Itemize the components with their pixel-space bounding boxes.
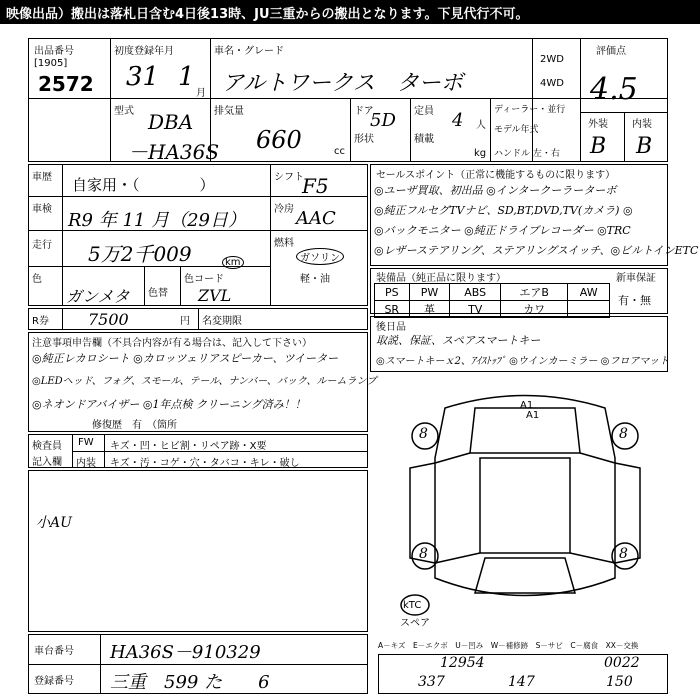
reg-label: 初度登録年月	[114, 46, 174, 57]
aftermarket-line-2: ◎スマートキーｘ2、ｱｲｽﾄｯﾌﾟ ◎ウインカーミラー ◎フロアマット	[376, 356, 669, 367]
door-value: 5D	[370, 110, 396, 131]
sales-line-2: ◎純正フルセグTVナビ、SD,BT,DVD,TV(カメラ) ◎	[374, 204, 633, 217]
grade-int: B	[636, 134, 653, 159]
equip-sr: SR	[375, 301, 410, 318]
sales-line-1: ◎ユーザ買取、初出品 ◎インタークーラーターボ	[374, 184, 617, 197]
grade-label: 評価点	[596, 46, 626, 57]
equip-aw: AW	[568, 284, 610, 301]
interior-color-label: 色替	[148, 288, 168, 299]
dealer-label: ディーラー・並行	[494, 105, 566, 115]
mileage-label: 走行	[32, 240, 52, 251]
recycle-value: 7500	[88, 310, 129, 329]
aftermarket-label: 後日品	[376, 322, 406, 333]
stat-4: 147	[508, 674, 535, 690]
ext-label: 外装	[588, 119, 608, 130]
int-label: 内装	[632, 119, 652, 130]
notes-label: 注意事項申告欄（不具合内容が有る場合は、記入して下さい）	[32, 338, 312, 349]
color-value: ガンメタ	[66, 287, 130, 306]
plate-label: 登録番号	[34, 676, 74, 687]
model-year-label: モデル年式	[494, 125, 539, 135]
lot-label: 出品番号	[34, 46, 74, 57]
cap-unit: 人	[476, 120, 486, 131]
inspector-comment: 小AU	[36, 515, 72, 531]
disp-value: 660	[256, 126, 302, 154]
ac-value: AAC	[296, 208, 336, 229]
tire-mark-rr: 8	[619, 546, 628, 562]
door-label: ドア	[354, 106, 374, 117]
new-warranty-label: 新車保証	[616, 273, 656, 284]
inspection-value: R9 年 11 月（29日）	[68, 210, 246, 231]
recycle-label: R券	[32, 316, 49, 327]
inspector-label: 検査員	[32, 441, 62, 452]
shape-label: 形状	[354, 134, 374, 145]
drive-4wd: 4WD	[540, 78, 564, 89]
damage-mark-2: A1	[526, 410, 540, 421]
notes-line-2: ◎LEDヘッド、フォグ、スモール、テール、ナンバー、バック、ルームランプ	[32, 376, 377, 387]
cap-label: 定員	[414, 106, 434, 117]
inspector-fw: FW	[78, 437, 94, 448]
drive-2wd: 2WD	[540, 54, 564, 65]
equip-ps: PS	[375, 284, 410, 301]
equip-tv: TV	[450, 301, 501, 318]
notes-line-3: ◎ネオンドアバイザー ◎1年点検 クリーニング済み！！	[32, 398, 306, 411]
tire-mark-rl: 8	[419, 546, 428, 562]
load-unit: kg	[474, 148, 487, 159]
inspection-label: 車検	[32, 204, 52, 215]
damage-mark-1: A1	[520, 400, 534, 411]
history-value: 自家用・（ ）	[72, 176, 215, 194]
tire-mark-fr: 8	[619, 426, 628, 442]
spare-label: スペア	[400, 618, 430, 629]
grade-score: 4.5	[590, 72, 638, 107]
equip-abs: ABS	[450, 284, 501, 301]
comment-box	[28, 470, 368, 632]
stat-3: 337	[418, 674, 445, 690]
equipment-table	[374, 283, 610, 318]
cap-value: 4	[452, 110, 464, 131]
fuel-diesel: 軽・油	[300, 274, 330, 285]
equipment-label: 装備品（純正品に限ります）	[376, 273, 506, 284]
reg-month-unit: 月	[196, 88, 206, 99]
car-diagram	[390, 378, 660, 628]
inspector-int: 内装	[76, 458, 96, 469]
damage-legend: A－キズ E－エクボ U－凹み W－補修跡 S－サビ C－腐食 XX－交換	[378, 641, 639, 650]
notes-line-1: ◎純正レカロシート ◎カロッツェリアスピーカー、ツイーター	[32, 352, 338, 365]
sales-label: セールスポイント（正常に機能するものに限ります）	[376, 170, 616, 181]
model-label: 車名・グレード	[214, 46, 284, 57]
type-label: 型式	[114, 106, 134, 117]
spare-mark: kTC	[403, 600, 422, 611]
handle-label: ハンドル 左・右	[494, 149, 560, 159]
mileage-unit: km	[222, 256, 244, 269]
model-name: アルトワークス ターボ	[222, 71, 463, 96]
header-banner: 映像出品）搬出は落札日含む4日後13時、JU三重からの搬出となります。下見代行不可。	[0, 0, 700, 24]
equip-pw: PW	[409, 284, 450, 301]
type2: －HA36S	[128, 140, 220, 164]
repair-history: 修復歴 有 （箇所	[92, 420, 177, 431]
equip-empty	[568, 301, 610, 318]
reg-month: 1	[178, 62, 195, 92]
reg-year: 31	[126, 62, 160, 92]
disp-unit: cc	[334, 146, 345, 157]
stat-1: 12954	[440, 655, 485, 671]
type1: DBA	[148, 110, 194, 134]
chassis-value: HA36S－910329	[110, 642, 261, 663]
ac-label: 冷房	[274, 204, 294, 215]
lot-number: 2572	[38, 72, 94, 96]
inspector-int-items: キズ・汚・コゲ・穴・タバコ・キレ・破し	[110, 458, 300, 469]
color-label: 色	[32, 274, 42, 285]
fuel-gasoline: ガソリン	[296, 248, 344, 265]
plate-value: 三重 599 た 6	[110, 672, 270, 693]
mileage-value: 5万2千009	[88, 242, 192, 266]
color-code-label: 色コード	[184, 274, 224, 285]
stat-5: 150	[606, 674, 633, 690]
lot-code: [1905]	[34, 58, 68, 69]
recycle-unit: 円	[180, 316, 190, 327]
transfer-label: 名変期限	[202, 316, 242, 327]
equip-airbag: エアB	[500, 284, 567, 301]
load-label: 積載	[414, 134, 434, 145]
equip-kawa: カワ	[500, 301, 567, 318]
fuel-label: 燃料	[274, 238, 294, 249]
shift-label: シフト	[274, 172, 304, 183]
color-code: ZVL	[198, 286, 232, 305]
sales-line-4: ◎レザーステアリング、ステアリングスイッチ、◎ビルトインETC	[374, 244, 699, 257]
inspector-fw-items: キズ・凹・ヒビ割・リペア跡・X要	[110, 441, 267, 452]
disp-label: 排気量	[214, 106, 244, 117]
chassis-label: 車台番号	[34, 646, 74, 657]
history-label: 車歴	[32, 172, 52, 183]
sales-line-3: ◎バックモニター ◎純正ドライブレコーダー ◎TRC	[374, 224, 631, 237]
stat-2: 0022	[604, 655, 640, 671]
equip-leather: 革	[409, 301, 450, 318]
grade-ext: B	[590, 134, 607, 159]
aftermarket-line-1: 取説、保証、スペアスマートキー	[376, 334, 541, 347]
inspector-label2: 記入欄	[32, 457, 62, 468]
shift-value: F5	[302, 174, 329, 198]
new-warranty-value: 有・無	[618, 294, 651, 307]
tire-mark-fl: 8	[419, 426, 428, 442]
